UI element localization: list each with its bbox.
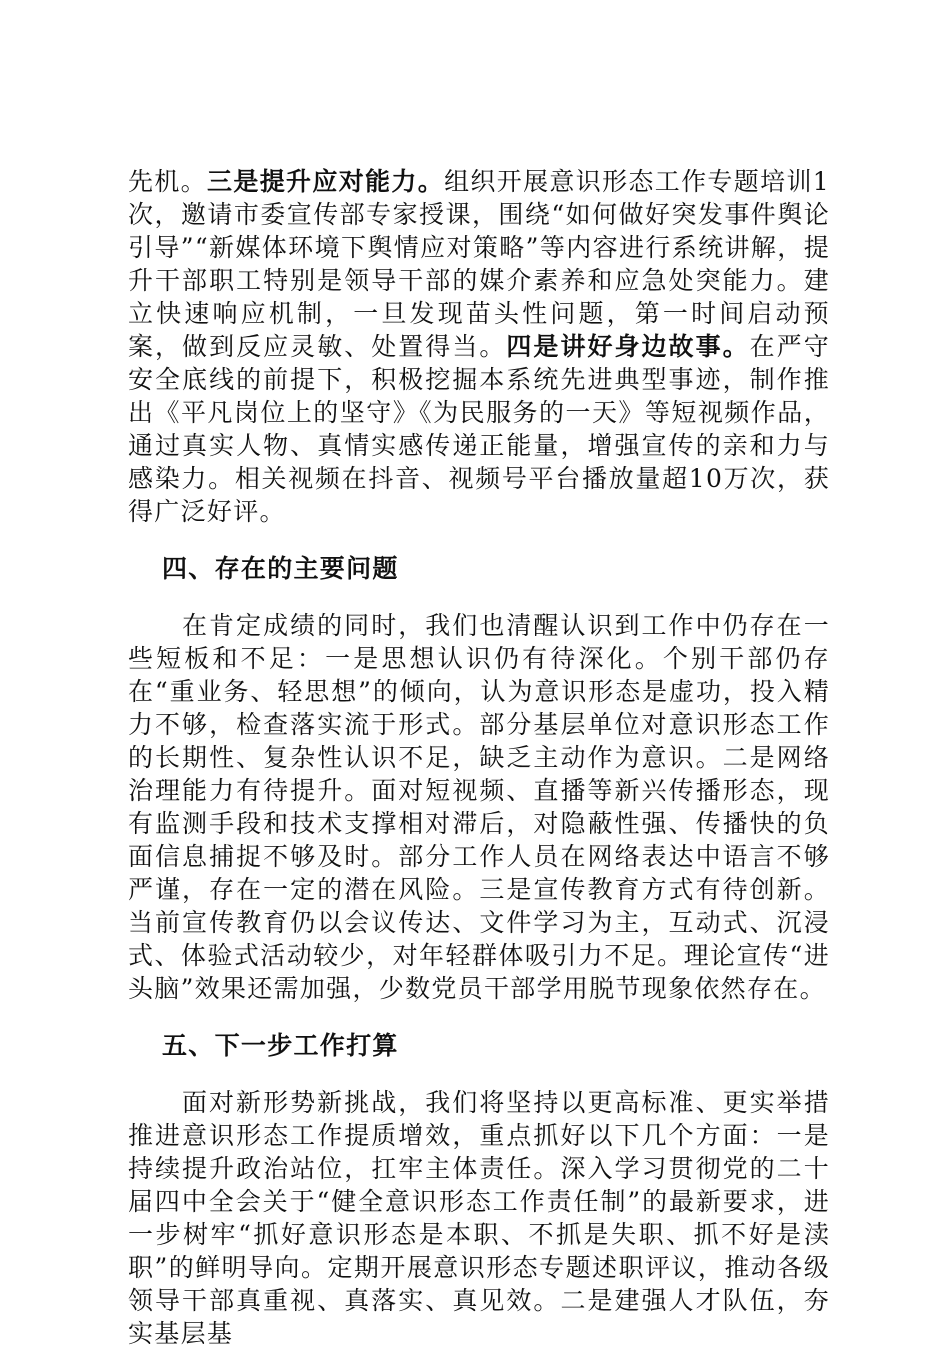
bold-lead-phrase: 三是提升应对能力。 (207, 167, 445, 196)
paragraph-text: 先机。 (128, 167, 208, 196)
paragraph-continued (128, 165, 830, 528)
section-heading-next-steps: 五、下一步工作打算 (162, 1031, 399, 1060)
document-body (128, 165, 830, 1350)
section-heading-problems: 四、存在的主要问题 (162, 554, 399, 583)
bold-lead-phrase: 四是讲好身边故事。 (506, 332, 750, 361)
section-body-next-steps: 面对新形势新挑战，我们将坚持以更高标准、更实举措推进意识形态工作提质增效，重点抓好以下几个方面：一是持续提升政治站位，扛牢主体责任。深入学习贯彻党的二十届四中全会关于“健全意识形态工作责任制”的最新要求，进一步树牢“抓好意识形态是本职、不抓是失职、抓不好是渎职”的鲜明导向。定期开展意识形态专题述职评议，推动各级领导干部真重视、真落实、真见效。二是建强人才队伍，夯实基层基 (128, 1088, 830, 1348)
paragraph-text: 组织开展意识形态工作专题培训1次，邀请市委宣传部专家授课，围绕“如何做好突发事件舆论引导”“新媒体环境下舆情应对策略”等内容进行系统讲解，提升干部职工特别是领导干部的媒介素养和应急处突能力。建立快速响应机制，一旦发现苗头性问题，第一时间启动预案，做到反应灵敏、处置得当。 (128, 167, 830, 361)
section-body-problems: 在肯定成绩的同时，我们也清醒认识到工作中仍存在一些短板和不足：一是思想认识仍有待深化。个别干部仍存在“重业务、轻思想”的倾向，认为意识形态是虚功，投入精力不够，检查落实流于形式。部分基层单位对意识形态工作的长期性、复杂性认识不足，缺乏主动作为意识。二是网络治理能力有待提升。面对短视频、直播等新兴传播形态，现有监测手段和技术支撑相对滞后，对隐蔽性强、传播快的负面信息捕捉不够及时。部分工作人员在网络表达中语言不够严谨，存在一定的潜在风险。三是宣传教育方式有待创新。当前宣传教育仍以会议传达、文件学习为主，互动式、沉浸式、体验式活动较少，对年轻群体吸引力不足。理论宣传“进头脑”效果还需加强，少数党员干部学用脱节现象依然存在。 (128, 611, 830, 1003)
paragraph-text: 在严守安全底线的前提下，积极挖掘本系统先进典型事迹，制作推出《平凡岗位上的坚守》《为民服务的一天》等短视频作品，通过真实人物、真情实感传递正能量，增强宣传的亲和力与感染力。相关视频在抖音、视频号平台播放量超10万次，获得广泛好评。 (128, 332, 830, 526)
